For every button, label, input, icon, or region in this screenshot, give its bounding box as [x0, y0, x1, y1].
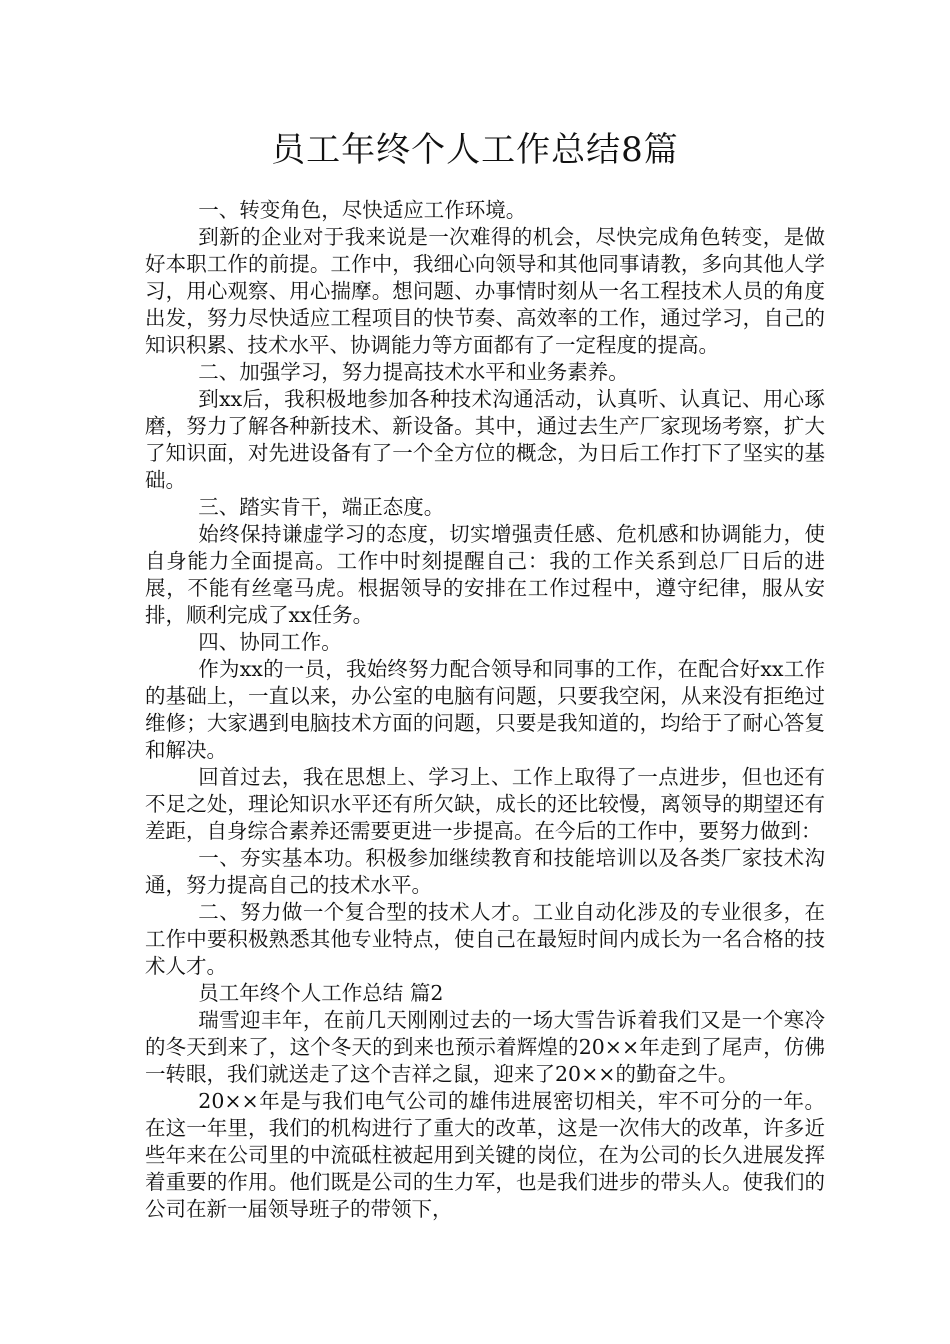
paragraph: 一、夯实基本功。积极参加继续教育和技能培训以及各类厂家技术沟通，努力提高自己的技术水平。 — [145, 846, 825, 897]
paragraph: 回首过去，我在思想上、学习上、工作上取得了一点进步，但也还有不足之处，理论知识水平还有所欠缺，成长的还比较慢，离领导的期望还有差距，自身综合素养还需要更进一步提高。在今后的工作中，要努力做到： — [145, 765, 825, 843]
paragraph: 作为xx的一员，我始终努力配合领导和同事的工作，在配合好xx工作的基础上，一直以来，办公室的电脑有问题，只要我空闲，从来没有拒绝过维修；大家遇到电脑技术方面的问题，只要是我知道的，均给于了耐心答复和解决。 — [145, 657, 825, 762]
paragraph: 始终保持谦虚学习的态度，切实增强责任感、危机感和协调能力，使自身能力全面提高。工作中时刻提醒自己：我的工作关系到总厂日后的进展，不能有丝毫马虎。根据领导的安排在工作过程中，遵守纪律，服从安排，顺利完成了xx任务。 — [145, 522, 825, 627]
paragraph-section-4-heading: 四、协同工作。 — [198, 630, 342, 654]
document-title: 员工年终个人工作总结8篇 — [271, 130, 679, 170]
document-body — [145, 197, 825, 1223]
paragraph-section-1-heading: 一、转变角色，尽快适应工作环境。 — [198, 198, 527, 222]
paragraph: 到新的企业对于我来说是一次难得的机会，尽快完成角色转变，是做好本职工作的前提。工作中，我细心向领导和其他同事请教，多向其他人学习，用心观察、用心揣摩。想问题、办事情时刻从一名工程技术人员的角度出发，努力尽快适应工程项目的快节奏、高效率的工作，通过学习，自己的知识积累、技术水平、协调能力等方面都有了一定程度的提高。 — [145, 225, 825, 357]
paragraph: 到xx后，我积极地参加各种技术沟通活动，认真听、认真记、用心琢磨，努力了解各种新技术、新设备。其中，通过去生产厂家现场考察，扩大了知识面，对先进设备有了一个全方位的概念，为日后工作打下了坚实的基础。 — [145, 387, 825, 492]
article-2-heading: 员工年终个人工作总结 篇2 — [198, 981, 444, 1005]
paragraph: 二、努力做一个复合型的技术人才。工业自动化涉及的专业很多，在工作中要积极熟悉其他专业特点，使自己在最短时间内成长为一名合格的技术人才。 — [145, 900, 825, 978]
paragraph: 20××年是与我们电气公司的雄伟进展密切相关，牢不可分的一年。在这一年里，我们的机构进行了重大的改革，这是一次伟大的改革，许多近些年来在公司里的中流砥柱被起用到关键的岗位，在为公司的长久进展发挥着重要的作用。他们既是公司的生力军，也是我们进步的带头人。使我们的公司在新一届领导班子的带领下， — [145, 1089, 825, 1221]
paragraph-section-3-heading: 三、踏实肯干，端正态度。 — [198, 495, 445, 519]
paragraph-section-2-heading: 二、加强学习，努力提高技术水平和业务素养。 — [198, 360, 629, 384]
paragraph: 瑞雪迎丰年，在前几天刚刚过去的一场大雪告诉着我们又是一个寒冷的冬天到来了，这个冬天的到来也预示着辉煌的20××年走到了尾声，仿佛一转眼，我们就送走了这个吉祥之鼠，迎来了20××的勤奋之牛。 — [145, 1008, 825, 1086]
